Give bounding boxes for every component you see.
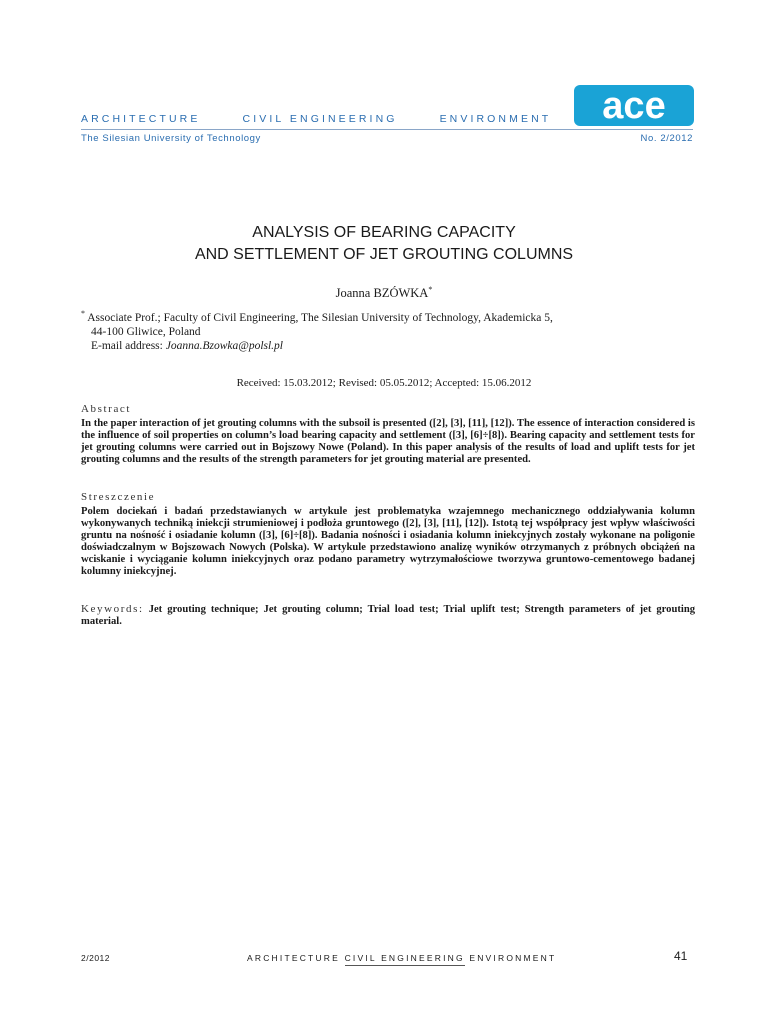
footer-journal-civil-engineering: CIVIL ENGINEERING bbox=[345, 953, 465, 966]
streszczenie-heading: Streszczenie bbox=[81, 491, 156, 503]
affiliation-mark: * bbox=[81, 309, 85, 318]
affiliation-line2: 44-100 Gliwice, Poland bbox=[91, 325, 201, 338]
keywords-text: Jet grouting technique; Jet grouting column; Trial load test; Trial uplift test; Strength parameters of jet grouting material. bbox=[81, 604, 696, 628]
footer-journal bbox=[247, 953, 556, 963]
page-number: 41 bbox=[674, 949, 688, 963]
footer-journal-environment: ENVIRONMENT bbox=[469, 953, 557, 963]
abstract-text: In the paper interaction of jet grouting columns with the subsoil is presented ([2], [3], [11], [12]). The essence of interaction considered is the influence of soil properties on column’s load bearing capacity and settlement ([3], [6]÷[8]). Bearing capacity and settlement tests for jet grouting columns were carried out in Bojszowy Nowe (Poland). In this paper analysis of the results of load and uplift tests for jet grouting columns and the results of the strength parameters for jet grouting material are presented. bbox=[81, 418, 695, 466]
footer-journal-architecture: ARCHITECTURE bbox=[247, 953, 340, 963]
streszczenie-text: Polem dociekań i badań przedstawianych w artykule jest problematyka wzajemnego mechanicznego oddziaływania kolumn wykonywanych techniką iniekcji strumieniowej i podłoża gruntowego ([2], [3], [11], [12]). Istotą tej współpracy jest wpływ właściwości gruntu na nośność i osiadanie kolumn ([3], [6]÷[8]). Badania nośności i osiadania kolumn iniekcyjnych zostały wykonane na poligonie doświadczalnym w Bojszowach Nowych (Polska). W artykule przedstawiono analizę wyników otrzymanych z próbnych obciążeń na wciskanie i wyciąganie kolumn iniekcyjnych oraz podano parametry wytrzymałościowe tworzywa gruntowo-cementowego badanej kolumny iniekcyjnej. bbox=[81, 506, 695, 578]
journal-logo bbox=[574, 85, 694, 126]
keywords-heading: Keywords: bbox=[81, 603, 144, 615]
received-dates: Received: 15.03.2012; Revised: 05.05.2012; Accepted: 15.06.2012 bbox=[236, 377, 532, 389]
keywords-block bbox=[81, 603, 695, 628]
header-rule bbox=[81, 129, 693, 130]
article-title-line2: AND SETTLEMENT OF JET GROUTING COLUMNS bbox=[194, 246, 574, 263]
affiliation-line1: Associate Prof.; Faculty of Civil Engineering, The Silesian University of Technology, Akademicka 5, bbox=[87, 311, 553, 324]
email-label: E-mail address: bbox=[91, 339, 166, 352]
journal-word-architecture: ARCHITECTURE bbox=[81, 113, 201, 125]
journal-word-environment: ENVIRONMENT bbox=[439, 113, 552, 125]
author-text: Joanna BZÓWKA bbox=[335, 286, 429, 301]
journal-word-civil-engineering: CIVIL ENGINEERING bbox=[242, 113, 398, 125]
abstract-heading: Abstract bbox=[81, 403, 132, 415]
university-name: The Silesian University of Technology bbox=[81, 133, 261, 144]
footer-issue: 2/2012 bbox=[81, 953, 110, 963]
email-address: Joanna.Bzowka@polsl.pl bbox=[165, 339, 284, 352]
affiliation bbox=[81, 307, 696, 353]
issue-number: No. 2/2012 bbox=[640, 133, 693, 144]
article-title-line1: ANALYSIS OF BEARING CAPACITY bbox=[252, 224, 516, 241]
author-name bbox=[0, 285, 768, 301]
logo-lettering: ace bbox=[602, 85, 666, 126]
author-mark: * bbox=[428, 285, 433, 294]
journal-name-header bbox=[81, 113, 551, 125]
